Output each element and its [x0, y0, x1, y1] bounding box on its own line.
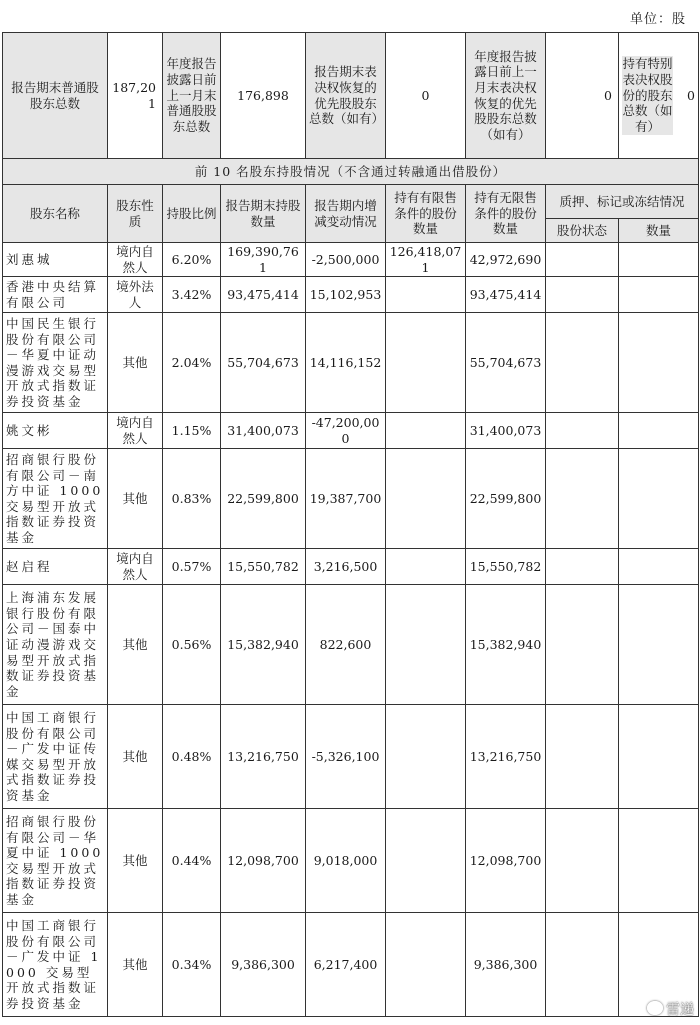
table-row: [3, 549, 699, 585]
row-ratio: 6.20%: [163, 243, 221, 277]
row-nature: 其他: [108, 585, 163, 705]
row-unrestricted: 9,386,300: [466, 913, 546, 1017]
row-ratio: 1.15%: [163, 413, 221, 449]
row-nature: 其他: [108, 313, 163, 413]
row-pledge-status: [546, 243, 619, 277]
row-unrestricted: 15,550,782: [466, 549, 546, 585]
table-row: [3, 277, 699, 313]
row-end-qty: 55,704,673: [221, 313, 306, 413]
row-unrestricted: 13,216,750: [466, 705, 546, 809]
header-nature: 股东性质: [108, 185, 163, 243]
row-pledge-qty: [619, 277, 699, 313]
row-restricted: [386, 449, 466, 549]
header-change: 报告期内增减变动情况: [306, 185, 386, 243]
row-restricted: [386, 809, 466, 913]
watermark: [647, 999, 694, 1019]
header-unrestricted: 持有无限售条件的股份数量: [466, 185, 546, 243]
row-end-qty: 169,390,761: [221, 243, 306, 277]
header-pledge-qty: 数量: [619, 219, 699, 243]
row-nature: 境外法人: [108, 277, 163, 313]
row-name: 香港中央结算有限公司: [3, 277, 108, 313]
row-pledge-status: [546, 313, 619, 413]
row-name: 姚文彬: [3, 413, 108, 449]
summary-cell-5: [619, 33, 699, 159]
row-unrestricted: 22,599,800: [466, 449, 546, 549]
row-pledge-status: [546, 913, 619, 1017]
row-ratio: 0.34%: [163, 913, 221, 1017]
row-end-qty: 22,599,800: [221, 449, 306, 549]
row-restricted: [386, 705, 466, 809]
summary-row: [3, 33, 699, 159]
row-nature: 境内自然人: [108, 243, 163, 277]
row-unrestricted: 31,400,073: [466, 413, 546, 449]
row-change: 19,387,700: [306, 449, 386, 549]
row-end-qty: 93,475,414: [221, 277, 306, 313]
row-ratio: 3.42%: [163, 277, 221, 313]
row-pledge-qty: [619, 243, 699, 277]
row-name: 中国工商银行股份有限公司－广发中证传媒交易型开放式指数证券投资基金: [3, 705, 108, 809]
row-pledge-status: [546, 449, 619, 549]
weibo-icon: [647, 1001, 663, 1015]
row-restricted: [386, 549, 466, 585]
row-ratio: 0.57%: [163, 549, 221, 585]
row-unrestricted: 55,704,673: [466, 313, 546, 413]
row-restricted: [386, 585, 466, 705]
row-change: 9,018,000: [306, 809, 386, 913]
table-row: [3, 913, 699, 1017]
row-ratio: 0.48%: [163, 705, 221, 809]
row-end-qty: 9,386,300: [221, 913, 306, 1017]
table-row: [3, 809, 699, 913]
row-ratio: 0.83%: [163, 449, 221, 549]
row-pledge-status: [546, 705, 619, 809]
watermark-text: 雷递: [666, 1002, 694, 1018]
row-ratio: 2.04%: [163, 313, 221, 413]
row-nature: 境内自然人: [108, 413, 163, 449]
summary-value-5: 0: [687, 87, 695, 103]
table-row: [3, 585, 699, 705]
table-row: [3, 705, 699, 809]
summary-value-4: 0: [546, 33, 619, 159]
summary-header-2: 年度报告披露日前上一月末普通股股东总数: [163, 33, 221, 159]
header-ratio: 持股比例: [163, 185, 221, 243]
summary-value-3: 0: [386, 33, 466, 159]
summary-header-3: 报告期末表决权恢复的优先股股东总数（如有）: [306, 33, 386, 159]
row-change: 822,600: [306, 585, 386, 705]
row-pledge-status: [546, 585, 619, 705]
row-end-qty: 15,382,940: [221, 585, 306, 705]
row-ratio: 0.56%: [163, 585, 221, 705]
row-nature: 境内自然人: [108, 549, 163, 585]
row-pledge-qty: [619, 313, 699, 413]
summary-header-4: 年度报告披露日前上一月末表决权恢复的优先股股东总数（如有）: [466, 33, 546, 159]
row-end-qty: 15,550,782: [221, 549, 306, 585]
row-nature: 其他: [108, 913, 163, 1017]
row-name: 中国民生银行股份有限公司－华夏中证动漫游戏交易型开放式指数证券投资基金: [3, 313, 108, 413]
row-pledge-qty: [619, 705, 699, 809]
header-end-qty: 报告期末持股数量: [221, 185, 306, 243]
row-pledge-status: [546, 413, 619, 449]
row-name: 招商银行股份有限公司－华夏中证 1000 交易型开放式指数证券投资基金: [3, 809, 108, 913]
header-pledge-status: 股份状态: [546, 219, 619, 243]
row-pledge-status: [546, 277, 619, 313]
header-pledge: 质押、标记或冻结情况: [546, 185, 699, 219]
row-unrestricted: 15,382,940: [466, 585, 546, 705]
row-name: 刘惠城: [3, 243, 108, 277]
shareholder-table: [2, 32, 699, 1017]
row-change: -5,326,100: [306, 705, 386, 809]
row-name: 上海浦东发展银行股份有限公司－国泰中证动漫游戏交易型开放式指数证券投资基金: [3, 585, 108, 705]
row-unrestricted: 12,098,700: [466, 809, 546, 913]
row-name: 赵启程: [3, 549, 108, 585]
row-change: -2,500,000: [306, 243, 386, 277]
row-end-qty: 31,400,073: [221, 413, 306, 449]
row-change: 14,116,152: [306, 313, 386, 413]
row-restricted: [386, 277, 466, 313]
row-unrestricted: 93,475,414: [466, 277, 546, 313]
row-pledge-qty: [619, 413, 699, 449]
row-pledge-qty: [619, 449, 699, 549]
header-restricted: 持有有限售条件的股份数量: [386, 185, 466, 243]
row-change: 15,102,953: [306, 277, 386, 313]
row-end-qty: 12,098,700: [221, 809, 306, 913]
summary-value-1: 187,201: [108, 33, 163, 159]
row-restricted: 126,418,071: [386, 243, 466, 277]
row-change: 3,216,500: [306, 549, 386, 585]
row-restricted: [386, 313, 466, 413]
row-name: 中国工商银行股份有限公司－广发中证 1000 交易型开放式指数证券投资基金: [3, 913, 108, 1017]
row-end-qty: 13,216,750: [221, 705, 306, 809]
table-row: [3, 243, 699, 277]
summary-header-5: 持有特别表决权股份的股东总数（如有）: [622, 56, 673, 134]
row-pledge-status: [546, 549, 619, 585]
row-restricted: [386, 913, 466, 1017]
summary-value-2: 176,898: [221, 33, 306, 159]
row-pledge-qty: [619, 585, 699, 705]
summary-header-1: 报告期末普通股股东总数: [3, 33, 108, 159]
table-row: [3, 313, 699, 413]
row-change: -47,200,000: [306, 413, 386, 449]
row-nature: 其他: [108, 705, 163, 809]
row-restricted: [386, 413, 466, 449]
row-change: 6,217,400: [306, 913, 386, 1017]
row-pledge-qty: [619, 549, 699, 585]
table-row: [3, 413, 699, 449]
row-pledge-qty: [619, 809, 699, 913]
unit-label: 单位：股: [629, 12, 686, 27]
row-nature: 其他: [108, 449, 163, 549]
row-nature: 其他: [108, 809, 163, 913]
row-name: 招商银行股份有限公司－南方中证 1000 交易型开放式指数证券投资基金: [3, 449, 108, 549]
row-unrestricted: 42,972,690: [466, 243, 546, 277]
row-pledge-status: [546, 809, 619, 913]
section-title: 前 10 名股东持股情况（不含通过转融通出借股份）: [3, 159, 699, 185]
header-name: 股东名称: [3, 185, 108, 243]
row-ratio: 0.44%: [163, 809, 221, 913]
table-row: [3, 449, 699, 549]
